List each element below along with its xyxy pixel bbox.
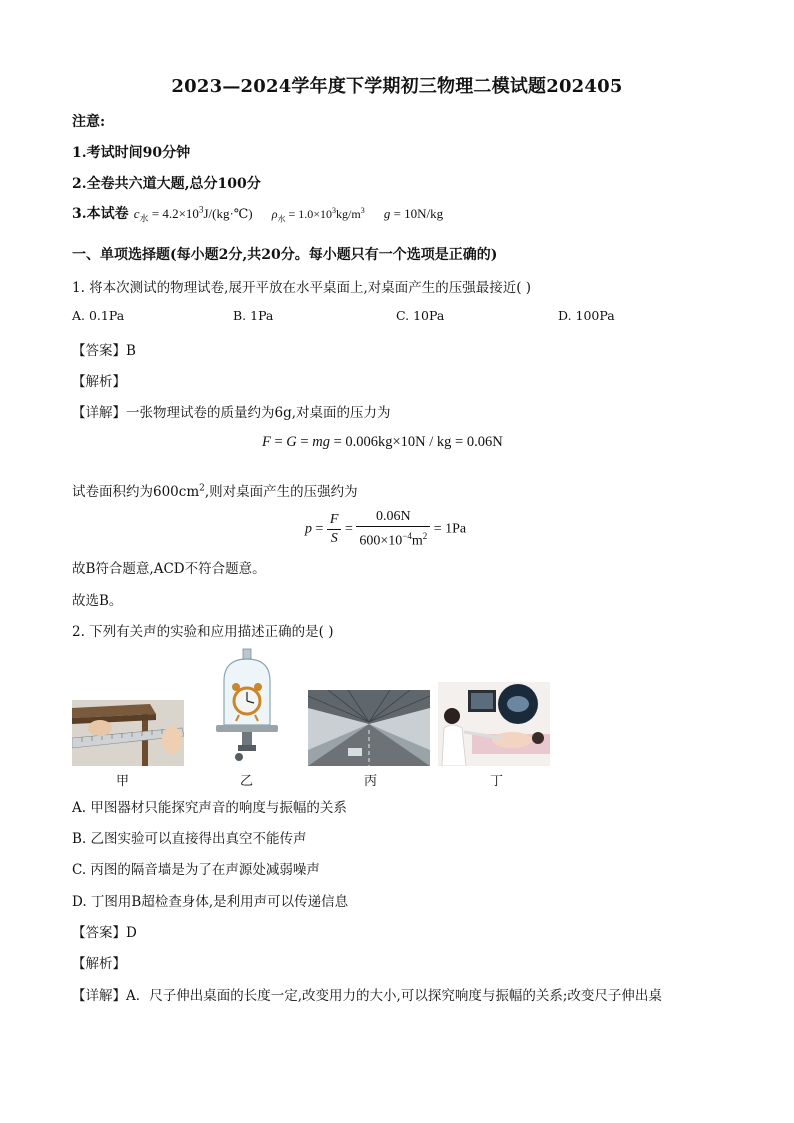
ruler-on-table-figure [72, 700, 184, 766]
q2-option-d: D. 丁图用B超检查身体,是利用声可以传递信息 [72, 894, 349, 910]
q2-analysis-label: 【解析】 [72, 956, 126, 972]
q1-stem: 1. 将本次测试的物理试卷,展开平放在水平桌面上,对桌面产生的压强最接近( ) [72, 280, 532, 296]
figure-caption-ding: 丁 [490, 774, 504, 789]
q1-answer: 【答案】B [72, 343, 136, 359]
q2-detail: 【详解】A．尺子伸出桌面的长度一定,改变用力的大小,可以探究响度与振幅的关系;改变尺子伸出桌 [72, 988, 662, 1004]
q1-option-d: D. 100Pa [558, 308, 615, 323]
water-density-constant: $\rho_水 = 1.0\times 10^3kg/m^3$ [271, 206, 365, 224]
q1-detail: 【详解】一张物理试卷的质量约为6g,对桌面的压力为 [72, 405, 391, 421]
q2-option-c: C. 丙图的隔音墙是为了在声源处减弱噪声 [72, 862, 320, 878]
page-title: 2023—2024学年度下学期初三物理二模试题202405 [171, 76, 623, 97]
q1-analysis-label: 【解析】 [72, 374, 126, 390]
bell-jar-figure [214, 645, 280, 767]
q1-area-line: 试卷面积约为$600cm^2$,则对桌面产生的压强约为 [72, 483, 358, 500]
q1-option-c: C. 10Pa [396, 308, 445, 323]
notice-item-score: 2.全卷共六道大题,总分100分 [72, 176, 261, 192]
specific-heat-constant: $c_水$ = $4.2\times 10^3J/(kg\cdot℃)$ [133, 204, 253, 224]
constants-prefix: 3.本试卷 [72, 206, 129, 222]
notice-item-constants [72, 203, 443, 225]
q1-choose: 故选B。 [72, 593, 123, 609]
notice-heading: 注意: [72, 114, 106, 130]
q1-force-equation: F = G = mg = 0.006kg×10N / kg = 0.06N [262, 434, 503, 450]
q2-option-b: B. 乙图实验可以直接得出真空不能传声 [72, 831, 307, 847]
gravity-constant: g = 10N/kg [383, 206, 444, 221]
figure-caption-yi: 乙 [240, 774, 254, 789]
ultrasound-exam-figure [438, 682, 550, 766]
sound-barrier-figure [308, 690, 430, 766]
figure-caption-bing: 丙 [364, 774, 378, 789]
q1-conclusion: 故B符合题意,ACD不符合题意。 [72, 561, 266, 577]
q1-option-b: B. 1Pa [233, 308, 274, 323]
q1-option-a: A. 0.1Pa [72, 308, 125, 323]
notice-item-time: 1.考试时间90分钟 [72, 145, 191, 161]
section-heading-single-choice: 一、单项选择题(每小题2分,共20分。每小题只有一个选项是正确的) [72, 247, 498, 263]
q2-stem: 2. 下列有关声的实验和应用描述正确的是( ) [72, 624, 334, 640]
q1-pressure-equation: p = $\frac{F}{S}$ = $\frac{0.06N}{600\times 10^{-4}m^2}$ = 1Pa [305, 509, 467, 549]
q2-option-a: A. 甲图器材只能探究声音的响度与振幅的关系 [72, 800, 347, 816]
q2-answer: 【答案】D [72, 925, 137, 941]
figure-caption-jia: 甲 [116, 774, 130, 789]
